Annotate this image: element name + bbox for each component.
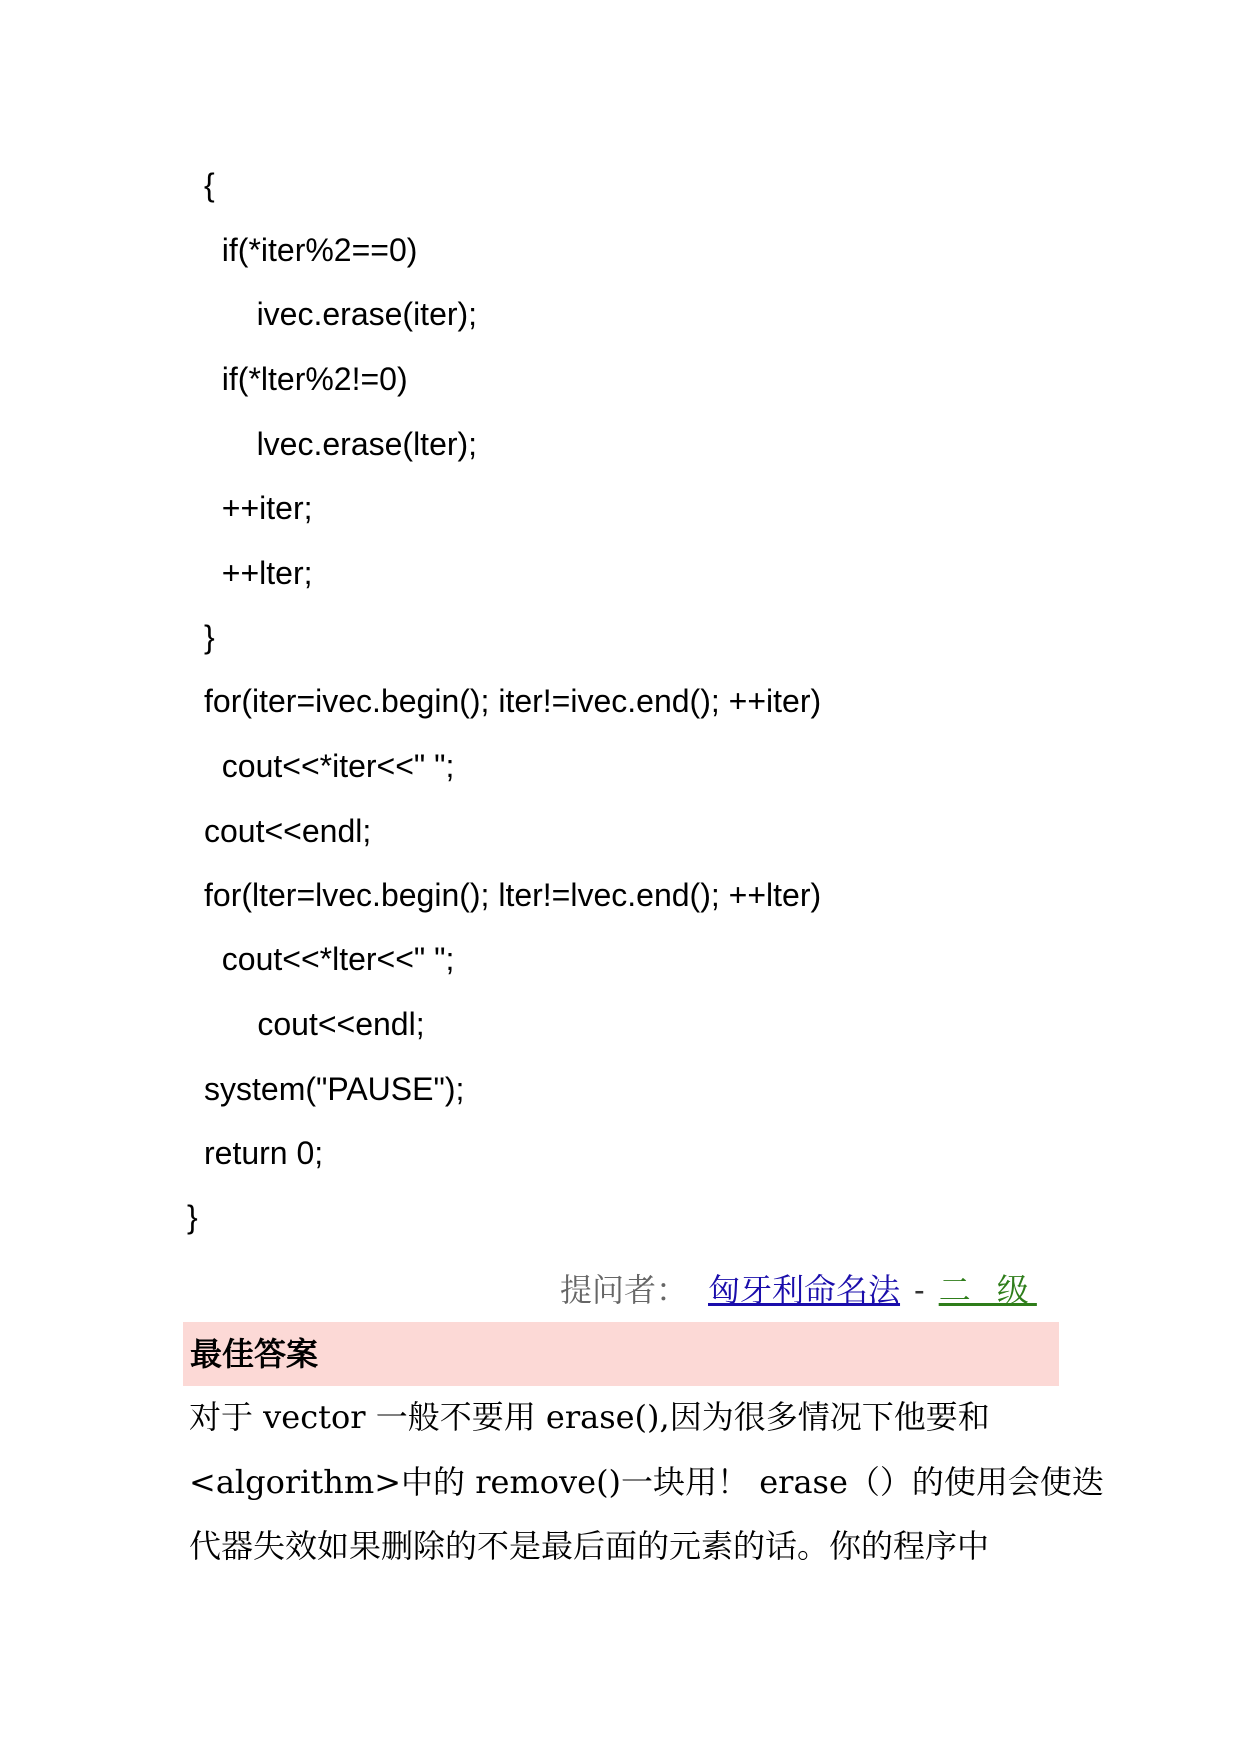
code-line: cout<<*iter<<" "; [204, 748, 455, 784]
asker-level-link[interactable]: 二 级 [938, 1271, 1037, 1309]
code-line: ++lter; [204, 555, 313, 591]
asker-label: 提问者： [560, 1271, 689, 1309]
answer-text-line: 代器失效如果删除的不是最后面的元素的话。你的程序中 [189, 1527, 990, 1565]
code-line: cout<<*lter<<" "; [204, 941, 455, 977]
answer-text-line: 对于 vector 一般不要用 erase(),因为很多情况下他要和 [189, 1398, 990, 1436]
code-line: ++iter; [204, 490, 313, 526]
code-line: { [204, 167, 215, 203]
best-answer-title: 最佳答案 [190, 1335, 319, 1373]
code-line: cout<<endl; [204, 1006, 425, 1042]
code-line: if(*lter%2!=0) [204, 361, 408, 397]
code-line: } [204, 619, 215, 655]
code-line: lvec.erase(lter); [221, 426, 478, 462]
code-line: if(*iter%2==0) [204, 232, 418, 268]
code-line: for(lter=lvec.begin(); lter!=lvec.end(); ++lter) [204, 877, 822, 913]
best-answer-header [183, 1322, 1059, 1386]
code-line: } [187, 1199, 198, 1235]
asker-name-link[interactable]: 匈牙利命名法 [708, 1271, 901, 1309]
code-line: ivec.erase(iter); [221, 296, 478, 332]
code-line: system("PAUSE"); [204, 1071, 465, 1107]
code-line: return 0; [204, 1135, 324, 1171]
asker-info [560, 1267, 1060, 1313]
code-line: cout<<endl; [204, 813, 372, 849]
answer-text-line: <algorithm>中的 remove()一块用！ erase（）的使用会使迭 [189, 1463, 1104, 1501]
asker-separator: - [914, 1272, 925, 1308]
code-line: for(iter=ivec.begin(); iter!=ivec.end(); ++iter) [204, 683, 822, 719]
